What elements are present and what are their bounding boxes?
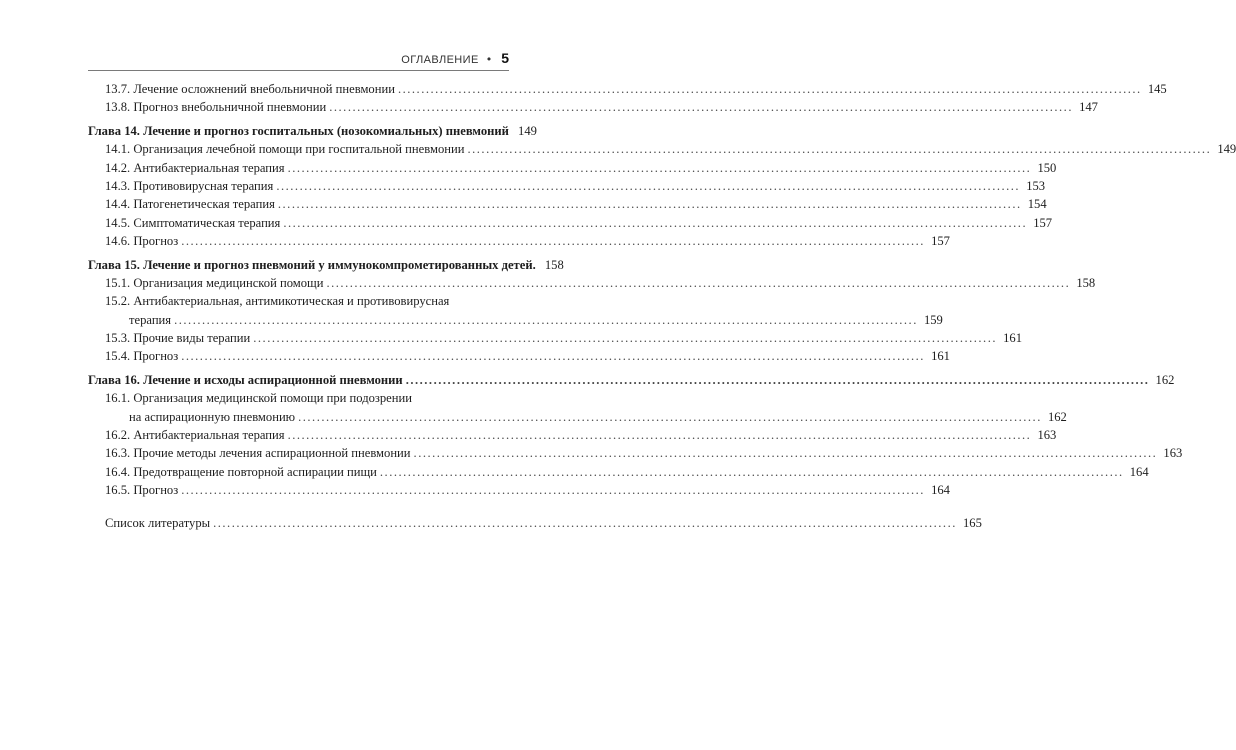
toc-entry[interactable]	[88, 140, 1236, 158]
toc-entry[interactable]	[88, 214, 1053, 232]
dot-leader: ................................................................................................................................................................	[379, 464, 1124, 479]
toc-entry-page: 145	[1147, 82, 1167, 96]
toc-entry-title: 15.2. Антибактериальная, антимикотическая и противовирусная	[105, 294, 450, 309]
dot-leader: ................................................................................................................................................................	[253, 331, 997, 346]
toc-entry-title: 16.2. Антибактериальная терапия	[105, 428, 285, 443]
dot-leader: ................................................................................................................................................................	[287, 428, 1032, 443]
page-number: 5	[501, 50, 509, 66]
toc-entry-page: 163	[1037, 428, 1057, 443]
toc-entry-title: 15.4. Прогноз	[105, 349, 179, 364]
toc-entry[interactable]	[88, 80, 1167, 98]
toc-entry-page: 164	[1129, 464, 1149, 479]
toc-entry-line1[interactable]	[88, 292, 509, 310]
table-of-contents	[88, 80, 1236, 532]
toc-entry-page: 157	[931, 234, 950, 249]
dot-leader: ................................................................................................................................................................	[181, 349, 925, 364]
toc-chapter[interactable]	[88, 256, 564, 274]
toc-entry[interactable]	[88, 274, 1096, 292]
toc-entry-line2[interactable]	[88, 408, 1067, 426]
dot-leader: ................................................................................................................................................................	[276, 178, 1021, 193]
toc-entry-title: 16.5. Прогноз	[105, 483, 179, 498]
toc-entry[interactable]	[88, 426, 1057, 444]
toc-chapter-title: Глава 16. Лечение и исходы аспирационной пневмонии	[88, 372, 403, 387]
toc-entry-page: 147	[1079, 100, 1098, 115]
toc-chapter-title: Глава 14. Лечение и прогноз госпитальных (нозокомиальных) пневмоний	[88, 123, 509, 138]
toc-entry-title-continued: терапия	[129, 312, 172, 327]
toc-entry[interactable]	[88, 463, 1149, 481]
toc-entry-title: 14.1. Организация лечебной помощи при госпитальной пневмонии	[105, 142, 465, 157]
toc-entry[interactable]	[88, 98, 1098, 116]
toc-entry-title: 15.1. Организация медицинской помощи	[105, 275, 324, 290]
dot-leader: ................................................................................................................................................................	[326, 275, 1071, 290]
dot-leader: ................................................................................................................................................................	[329, 100, 1073, 115]
toc-entry-page: 163	[1163, 446, 1183, 461]
toc-bibliography-page: 165	[962, 515, 982, 530]
toc-entry[interactable]	[88, 481, 950, 499]
toc-entry-title: 15.3. Прочие виды терапии	[105, 331, 251, 346]
dot-leader: ................................................................................................................................................................	[213, 515, 957, 530]
toc-entry-page: 154	[1027, 197, 1047, 212]
toc-entry-page: 158	[1076, 275, 1096, 290]
dot-leader: ................................................................................................................................................................	[405, 372, 1150, 387]
dot-leader: ................................................................................................................................................................	[174, 312, 918, 327]
dot-leader: ................................................................................................................................................................	[181, 234, 925, 249]
toc-chapter-title: Глава 15. Лечение и прогноз пневмоний у иммунокомпрометированных детей.	[88, 257, 536, 272]
bullet-separator-icon: •	[485, 53, 493, 66]
toc-entry-page: 149	[1217, 142, 1236, 157]
toc-entry-page: 162	[1047, 409, 1067, 424]
dot-leader: ................................................................................................................................................................	[467, 142, 1212, 157]
toc-entry-line1[interactable]	[88, 389, 509, 407]
toc-entry[interactable]	[88, 329, 1022, 347]
toc-chapter-page: 162	[1155, 372, 1175, 387]
dot-leader: ................................................................................................................................................................	[298, 409, 1042, 424]
toc-entry[interactable]	[88, 232, 950, 250]
running-header	[88, 50, 509, 71]
section-title: ОГЛАВЛЕНИЕ	[401, 54, 479, 66]
toc-entry[interactable]	[88, 195, 1047, 213]
toc-entry-title: 16.4. Предотвращение повторной аспирации пищи	[105, 464, 377, 479]
toc-entry-line2[interactable]	[88, 311, 943, 329]
toc-entry-title: 14.5. Симптоматическая терапия	[105, 215, 281, 230]
toc-entry[interactable]	[88, 177, 1046, 195]
toc-entry-page: 150	[1037, 160, 1057, 175]
toc-entry-title: 13.8. Прогноз внебольничной пневмонии	[105, 100, 327, 115]
toc-entry-title: 14.6. Прогноз	[105, 234, 179, 249]
toc-chapter[interactable]	[88, 371, 1175, 389]
toc-entry[interactable]	[88, 159, 1057, 177]
toc-entry-page: 153	[1026, 178, 1046, 193]
toc-bibliography-title: Список литературы	[105, 515, 211, 530]
toc-entry-page: 159	[923, 312, 943, 327]
toc-entry-title: 16.1. Организация медицинской помощи при подозрении	[105, 391, 412, 406]
toc-entry-page: 164	[931, 483, 950, 498]
dot-leader: ................................................................................................................................................................	[277, 197, 1022, 212]
toc-entry-title: 14.3. Противовирусная терапия	[105, 178, 274, 193]
toc-entry-title: 14.4. Патогенетическая терапия	[105, 197, 275, 212]
toc-chapter[interactable]	[88, 122, 537, 140]
toc-chapter-page: 158	[544, 257, 564, 272]
toc-entry-page: 161	[1003, 331, 1022, 346]
toc-entry-page: 157	[1033, 215, 1053, 230]
dot-leader: ................................................................................................................................................................	[413, 446, 1158, 461]
toc-entry-page: 161	[931, 349, 950, 364]
toc-chapter-page: 149	[518, 123, 537, 138]
toc-entry[interactable]	[88, 347, 950, 365]
toc-entry-title: 13.7. Лечение осложнений внебольничной пневмонии	[105, 82, 395, 96]
dot-leader: ................................................................................................................................................................	[287, 160, 1032, 175]
dot-leader: ................................................................................................................................................................	[397, 82, 1142, 96]
dot-leader: ................................................................................................................................................................	[181, 483, 925, 498]
toc-bibliography[interactable]	[88, 514, 982, 532]
toc-entry-title: 14.2. Антибактериальная терапия	[105, 160, 285, 175]
dot-leader: ................................................................................................................................................................	[283, 215, 1028, 230]
toc-entry[interactable]	[88, 444, 1183, 462]
toc-entry-title-continued: на аспирационную пневмонию	[129, 409, 296, 424]
toc-entry-title: 16.3. Прочие методы лечения аспирационной пневмонии	[105, 446, 411, 461]
